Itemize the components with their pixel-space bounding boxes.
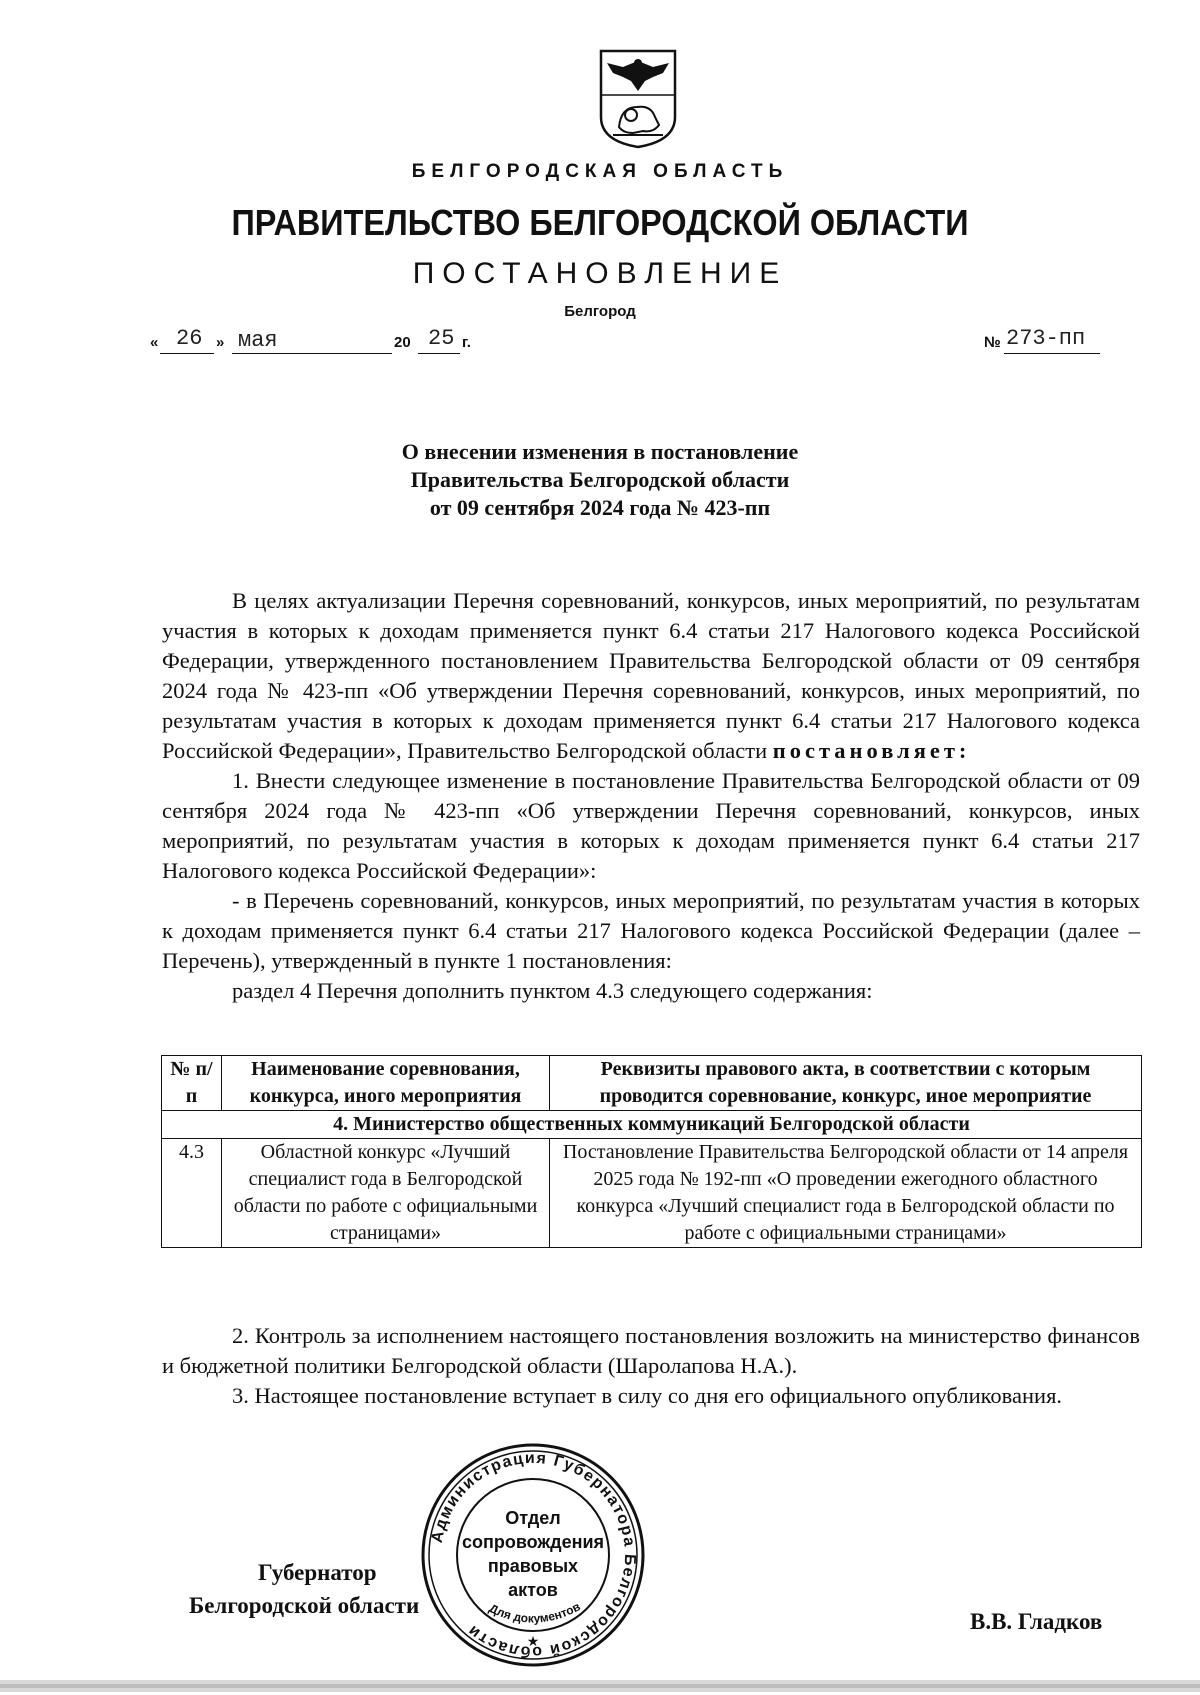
stamp-inner-line: Отдел (505, 1508, 561, 1528)
table-header-row (162, 1056, 1142, 1111)
date-day: 26 (176, 326, 203, 351)
stamp-bottom-text: Для документов (486, 1599, 583, 1626)
title-line: Правительства Белгородской области (410, 467, 790, 492)
region-name: БЕЛГОРОДСКАЯ ОБЛАСТЬ (411, 161, 789, 182)
resolves-word: постановляет: (772, 738, 971, 763)
date-year-suffix: г. (462, 334, 471, 351)
item-1-sub-paragraph: - в Перечень соревнований, конкурсов, иных мероприятий, по результатам участия в которых к доходам применяется пункт 6.4 статьи 217 Налогового кодекса Российской Федерации (далее – Перечень), утвержденный в пункте 1 постановления: (162, 888, 1140, 973)
column-header-act: Реквизиты правового акта, в соответствии с которым проводится соревнование, конкурс, иное мероприятие (550, 1056, 1142, 1111)
date-close-quote: » (216, 334, 225, 351)
table-row (162, 1139, 1142, 1248)
item-1-sub2-paragraph: раздел 4 Перечня дополнить пунктом 4.3 следующего содержания: (232, 978, 873, 1003)
stamp-inner-line: актов (508, 1580, 558, 1600)
document-body (162, 586, 1140, 1006)
table-section-row (162, 1111, 1142, 1139)
doc-number-label: № (984, 334, 1001, 351)
date-month: мая (238, 328, 278, 353)
document-type: ПОСТАНОВЛЕНИЕ (412, 257, 788, 290)
row-name: Областной конкурс «Лучший специалист года в Белгородской области по работе с официальными страницами» (222, 1139, 550, 1248)
preamble-paragraph (162, 586, 1140, 766)
date-day-underline (160, 353, 214, 354)
date-year-underline (418, 353, 460, 354)
government-name: ПРАВИТЕЛЬСТВО БЕЛГОРОДСКОЙ ОБЛАСТИ (231, 202, 969, 243)
column-header-number: № п/п (162, 1056, 222, 1111)
doc-number-underline (1004, 353, 1100, 354)
stamp-star-icon: ★ (526, 1633, 540, 1649)
scan-noise-band (0, 1674, 1200, 1695)
date-year: 25 (428, 326, 455, 351)
item-1-paragraph: 1. Внести следующее изменение в постановление Правительства Белгородской области от 09 сентября 2024 года № 423-пп «Об утверждении Перечня соревнований, конкурсов, иных мероприятий, по результатам участия в которых к доходам применяется пункт 6.4 статьи 217 Налогового кодекса Российской Федерации»: (162, 768, 1140, 883)
signer-name: В.В. Гладков (970, 1609, 1103, 1634)
coat-of-arms-emblem (593, 47, 683, 149)
section-title: 4. Министерство общественных коммуникаций Белгородской области (162, 1111, 1142, 1139)
date-open-quote: « (150, 334, 159, 351)
stamp-inner-line: правовых (487, 1556, 579, 1576)
row-act: Постановление Правительства Белгородской области от 14 апреля 2025 года № 192-пп «О проведении ежегодного областного конкурса «Лучший специалист года в Белгородской области по работе с официальными страницами» (550, 1139, 1142, 1248)
list-table (161, 1055, 1142, 1248)
doc-number: 273-пп (1006, 326, 1086, 351)
preamble-text: В целях актуализации Перечня соревнований, конкурсов, иных мероприятий, по результатам участия в которых к доходам применяется пункт 6.4 статьи 217 Налогового кодекса Российской Федерации, утвержденного постановлением Правительства Белгородской области от 09 сентября 2024 года № 423-пп «Об утверждении Перечня соревнований, конкурсов, иных мероприятий, по результатам участия в которых к доходам применяется пункт 6.4 статьи 217 Налогового кодекса Российской Федерации», Правительство Белгородской области (162, 588, 1140, 763)
title-line: О внесении изменения в постановление (401, 439, 799, 464)
official-stamp (418, 1440, 648, 1670)
item-2-paragraph: 2. Контроль за исполнением настоящего постановления возложить на министерство финансов и бюджетной политики Белгородской области (Шаролапова Н.А.). (162, 1323, 1140, 1378)
signer-position-line2: Белгородской области (189, 1593, 420, 1618)
document-body-continued (162, 1321, 1140, 1411)
date-month-underline (232, 353, 392, 354)
row-number: 4.3 (162, 1139, 222, 1248)
document-title (0, 438, 1200, 522)
date-century: 20 (394, 334, 411, 351)
stamp-inner-line: сопровождения (461, 1532, 605, 1552)
column-header-name: Наименование соревнования, конкурса, иного мероприятия (222, 1056, 550, 1111)
item-3-paragraph: 3. Настоящее постановление вступает в силу со дня его официального опубликования. (232, 1383, 1063, 1408)
signer-position-line1: Губернатор (258, 1560, 377, 1585)
stamp-outer-text: Администрация Губернатора Белгородской области (428, 1449, 639, 1661)
title-line: от 09 сентября 2024 года № 423-пп (429, 495, 771, 520)
city-name: Белгород (564, 303, 636, 320)
